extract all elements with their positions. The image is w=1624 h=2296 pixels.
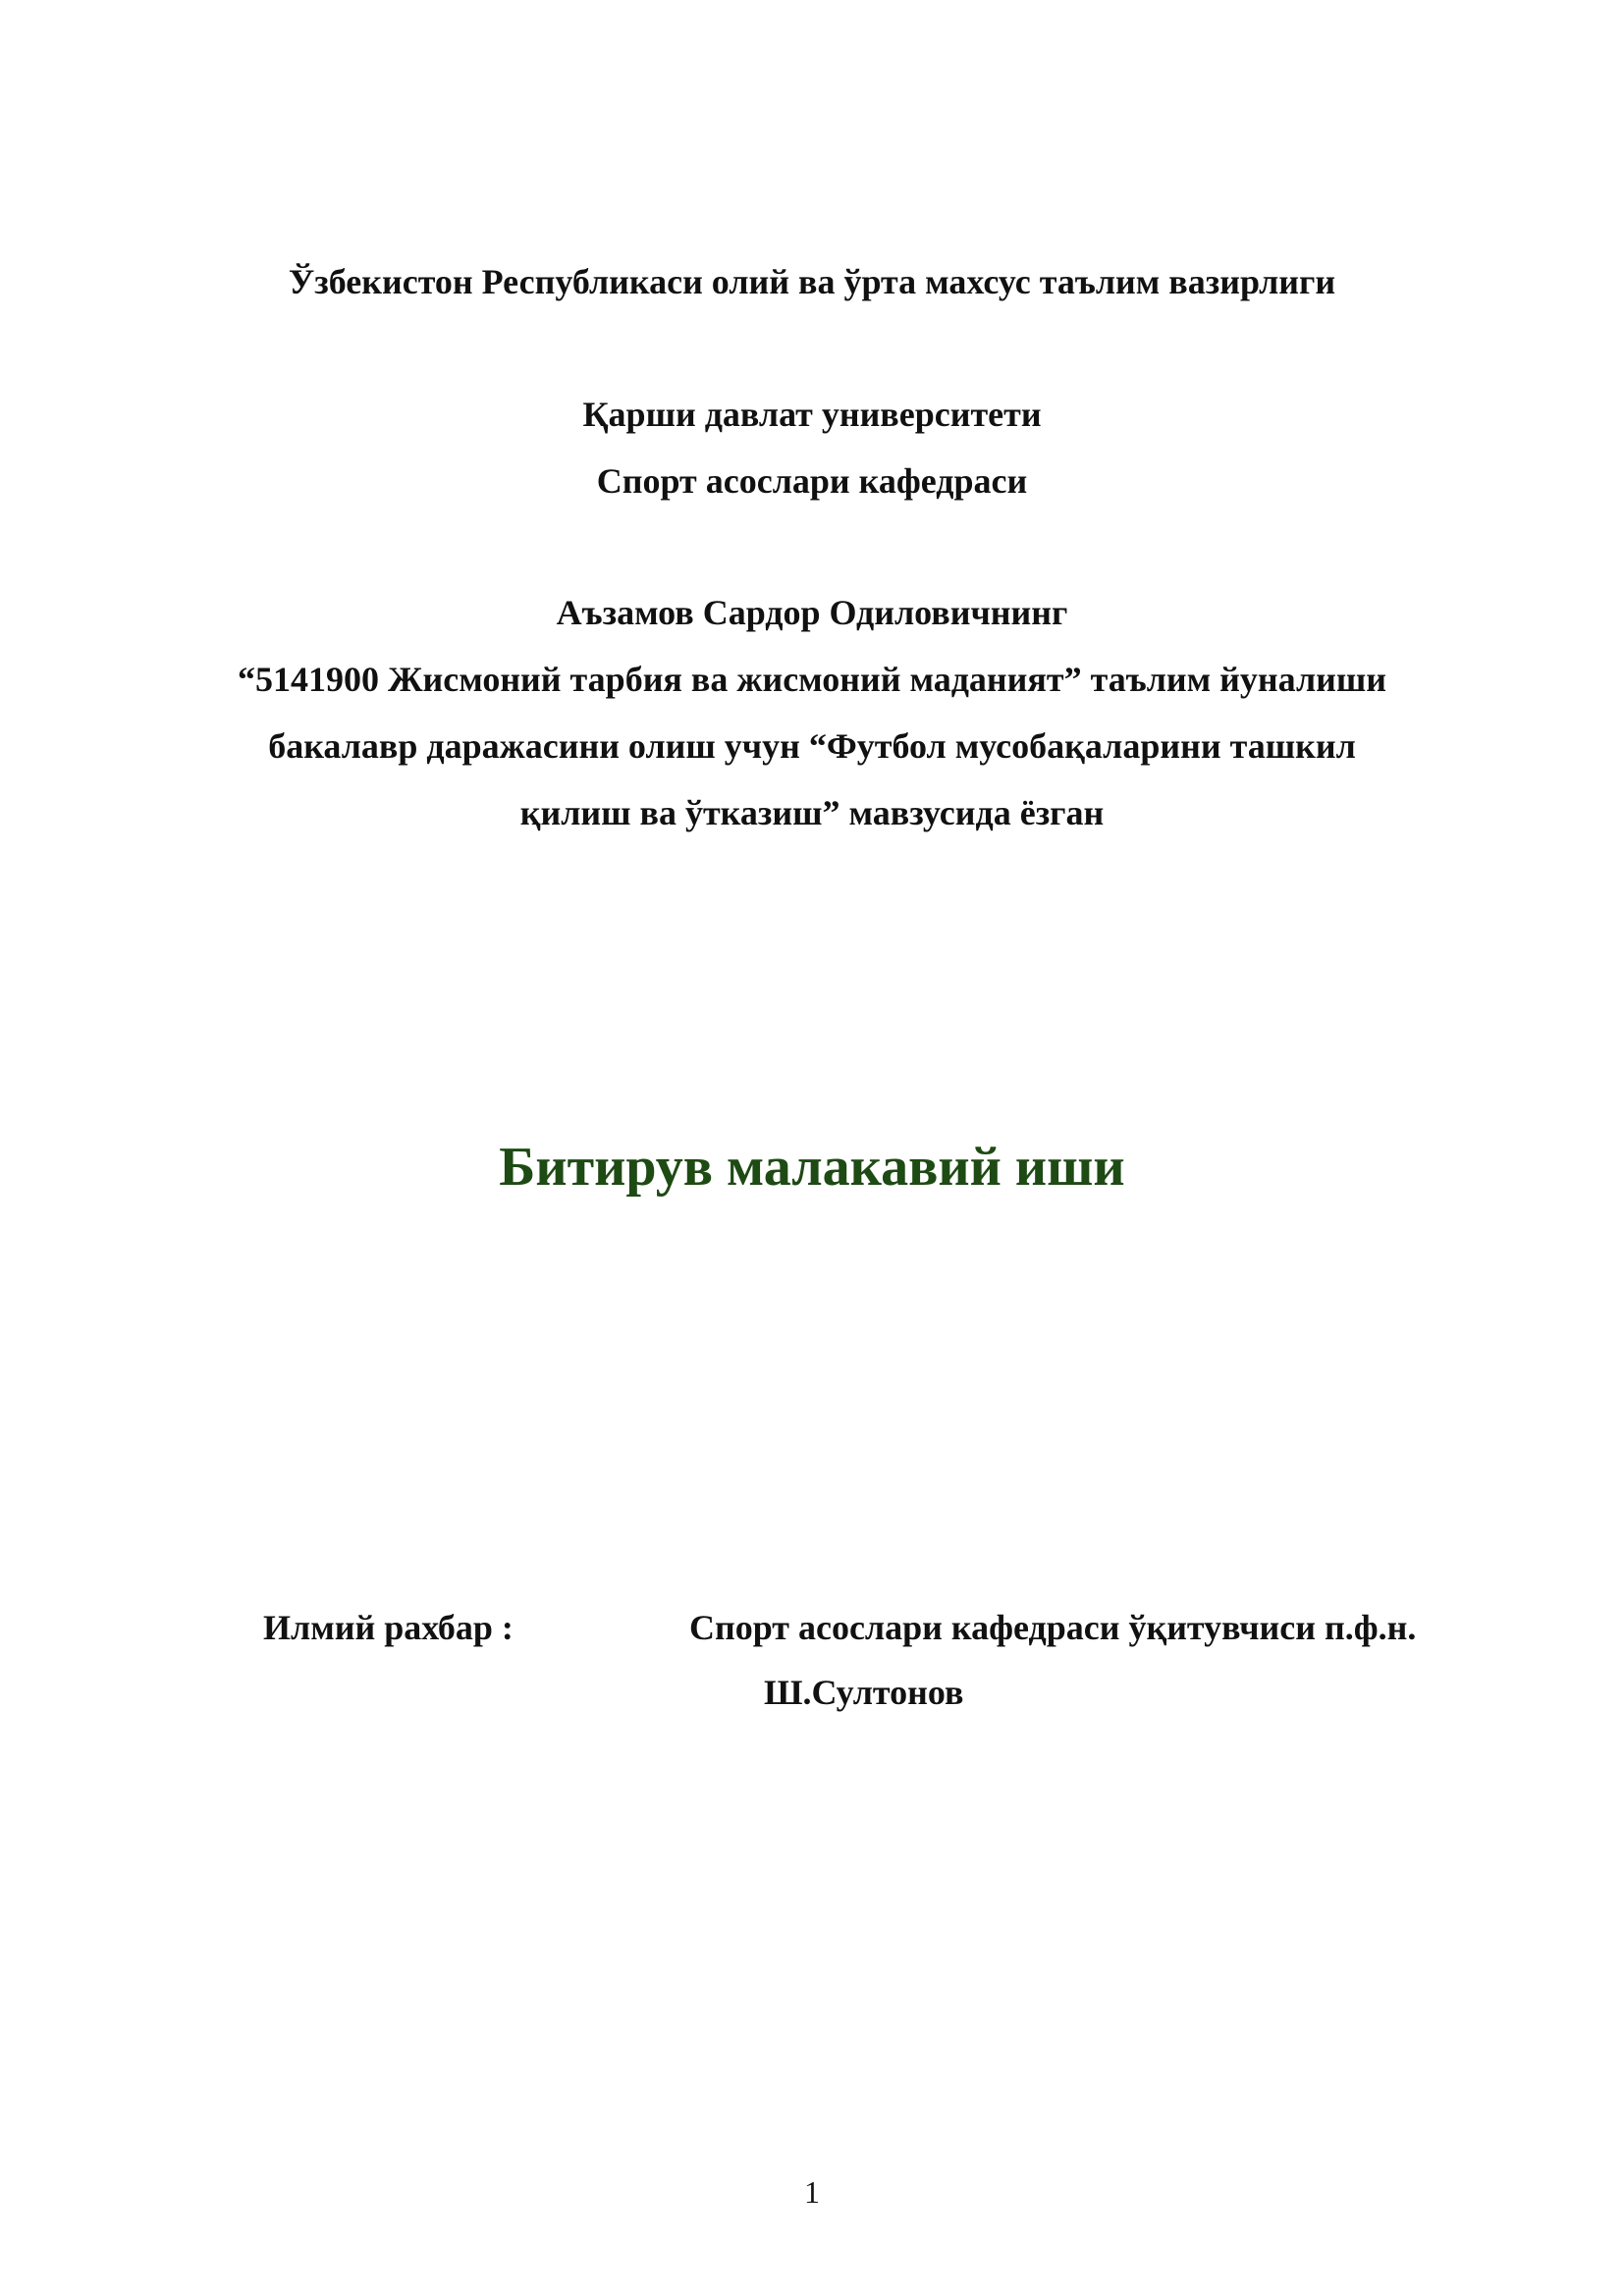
advisor-position: Спорт асослари кафедраси ўқитувчиси п.ф.н. [689, 1608, 1417, 1647]
description-line: “5141900 Жисмоний тарбия ва жисмоний маданият” таълим йуналиши [237, 660, 1387, 699]
description-line: қилиш ва ўтказиш” мавзусида ёзган [519, 793, 1105, 832]
author-name: Аъзамов Сардор Одиловичнинг [556, 593, 1068, 632]
department-name: Спорт асослари кафедраси [596, 461, 1028, 501]
ministry-name: Ўзбекистон Республикаси олий ва ўрта махсус таълим вазирлиги [288, 262, 1336, 301]
description-line: бакалавр даражасини олиш учун “Футбол мусобақаларини ташкил [268, 726, 1356, 766]
university-name: Қарши давлат университети [582, 395, 1042, 434]
advisor-label: Илмий рахбар : [263, 1608, 514, 1647]
page-number: 1 [804, 2174, 820, 2210]
advisor-name: Ш.Султонов [764, 1673, 964, 1712]
work-title: Битирув малакавий иши [499, 1137, 1125, 1198]
